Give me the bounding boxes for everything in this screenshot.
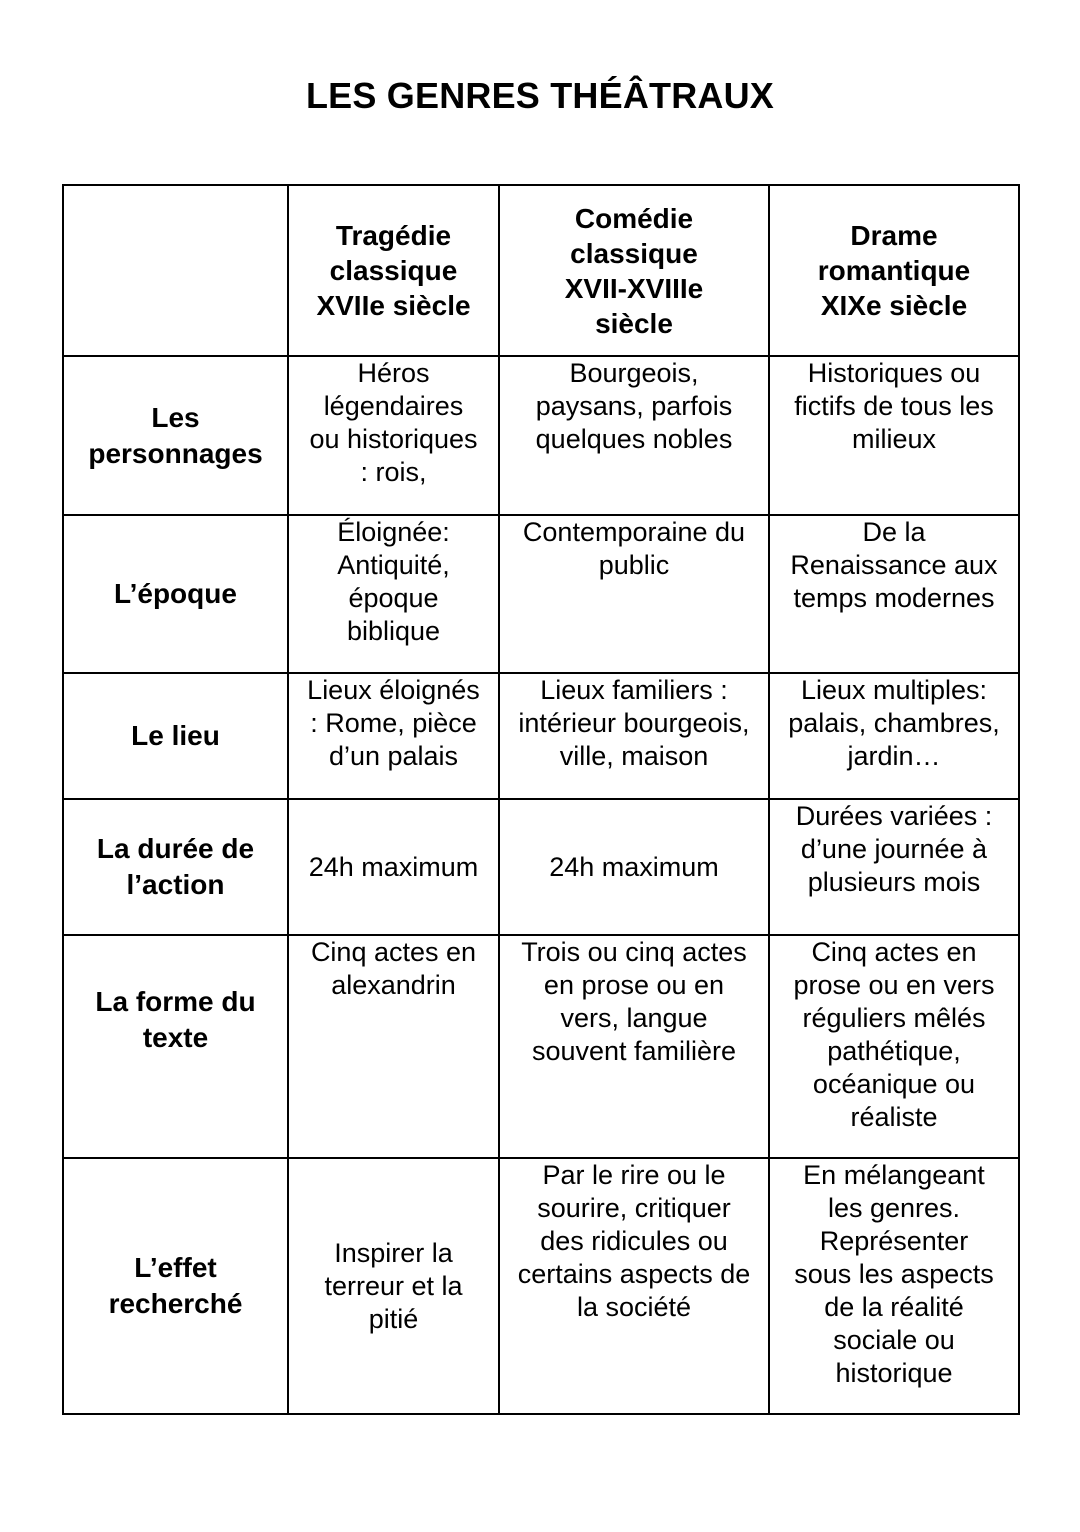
table-cell: Par le rire ou le sourire, critiquer des ridicules ou certains aspects de la société: [499, 1158, 769, 1414]
row-header: Les personnages: [63, 356, 288, 515]
column-header-comedie: Comédie classique XVII-XVIIIe siècle: [499, 185, 769, 356]
row-header: Le lieu: [63, 673, 288, 799]
table-cell: Lieux éloignés : Rome, pièce d’un palais: [288, 673, 499, 799]
table-row-lieu: [63, 673, 1019, 799]
table-row-epoque: [63, 515, 1019, 673]
column-header-drame: Drame romantique XIXe siècle: [769, 185, 1019, 356]
table-cell: Cinq actes en alexandrin: [288, 935, 499, 1158]
table-cell: Contemporaine du public: [499, 515, 769, 673]
table-cell: De la Renaissance aux temps modernes: [769, 515, 1019, 673]
table-cell: Éloignée: Antiquité, époque biblique: [288, 515, 499, 673]
table-cell: Cinq actes en prose ou en vers réguliers mêlés pathétique, océanique ou réaliste: [769, 935, 1019, 1158]
table-cell: Durées variées : d’une journée à plusieurs mois: [769, 799, 1019, 935]
row-header: La durée de l’action: [63, 799, 288, 935]
page-title: LES GENRES THÉÂTRAUX: [305, 75, 775, 116]
table-row-forme: [63, 935, 1019, 1158]
corner-cell: [63, 185, 288, 356]
table-cell: Trois ou cinq actes en prose ou en vers, langue souvent familière: [499, 935, 769, 1158]
table-row-personnages: [63, 356, 1019, 515]
column-header-tragedie: Tragédie classique XVIIe siècle: [288, 185, 499, 356]
table-header-row: [63, 185, 1019, 356]
table-row-effet: [63, 1158, 1019, 1414]
table-cell: Héros légendaires ou historiques : rois,: [288, 356, 499, 515]
genres-table: [62, 184, 1020, 1415]
table-cell: Lieux familiers : intérieur bourgeois, ville, maison: [499, 673, 769, 799]
table-cell: 24h maximum: [288, 799, 499, 935]
table-cell: Historiques ou fictifs de tous les milieux: [769, 356, 1019, 515]
table-cell: Lieux multiples: palais, chambres, jardin…: [769, 673, 1019, 799]
table-row-duree: [63, 799, 1019, 935]
table-cell: 24h maximum: [499, 799, 769, 935]
row-header: L’époque: [63, 515, 288, 673]
table-cell: En mélangeant les genres. Représenter sous les aspects de la réalité sociale ou historique: [769, 1158, 1019, 1414]
row-header: L’effet recherché: [63, 1158, 288, 1414]
row-header: La forme du texte: [63, 935, 288, 1158]
table-cell: Inspirer la terreur et la pitié: [288, 1158, 499, 1414]
table-cell: Bourgeois, paysans, parfois quelques nobles: [499, 356, 769, 515]
